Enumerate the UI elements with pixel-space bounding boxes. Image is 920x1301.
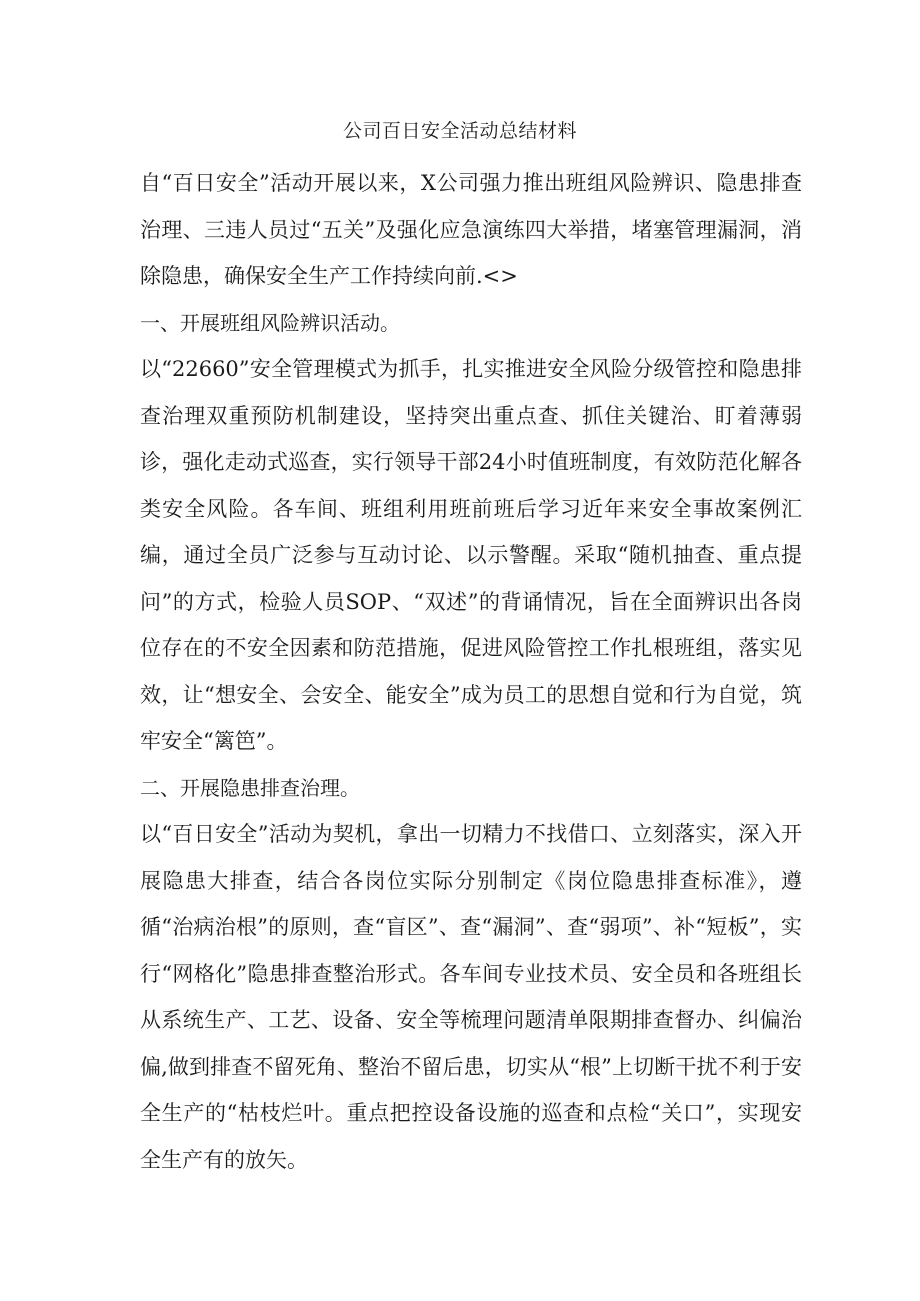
document-title: 公司百日安全活动总结材料 xyxy=(342,120,577,142)
intro-paragraph: 自“百日安全”活动开展以来，X公司强力推出班组风险辨识、隐患排查治理、三违人员过“五关”及强化应急演练四大举措，堵塞管理漏洞，消除隐患，确保安全生产工作持续向前.<> xyxy=(140,171,802,288)
section-body-1: 以“22660”安全管理模式为抓手，扎实推进安全风险分级管控和隐患排查治理双重预防机制建设，坚持突出重点查、抓住关键治、盯着薄弱诊，强化走动式巡查，实行领导干部24小时值班制度，有效防范化解各类安全风险。各车间、班组利用班前班后学习近年来安全事故案例汇编，通过全员广泛参与互动讨论、以示警醒。采取“随机抽查、重点提问”的方式，检验人员SOP、“双述”的背诵情况，旨在全面辨识出各岗位存在的不安全因素和防范措施，促进风险管控工作扎根班组，落实见效，让“想安全、会安全、能安全”成为员工的思想自觉和行为自觉，筑牢安全“篱笆”。 xyxy=(140,357,802,753)
section-body-2: 以“百日安全”活动为契机，拿出一切精力不找借口、立刻落实，深入开展隐患大排查，结合各岗位实际分别制定《岗位隐患排查标准》，遵循“治病治根”的原则，查“盲区”、查“漏洞”、查“弱项”、补“短板”，实行“网格化”隐患排查整治形式。各车间专业技术员、安全员和各班组长从系统生产、工艺、设备、安全等梳理问题清单限期排查督办、纠偏治偏,做到排查不留死角、整治不留后患，切实从“根”上切断干扰不利于安全生产的“枯枝烂叶。重点把控设备设施的巡查和点检“关口”，实现安全生产有的放矢。 xyxy=(140,822,802,1172)
section-heading-1: 一、开展班组风险辨识活动。 xyxy=(140,310,400,335)
document-body xyxy=(140,160,802,1183)
section-heading-2: 二、开展隐患排查治理。 xyxy=(140,775,360,800)
